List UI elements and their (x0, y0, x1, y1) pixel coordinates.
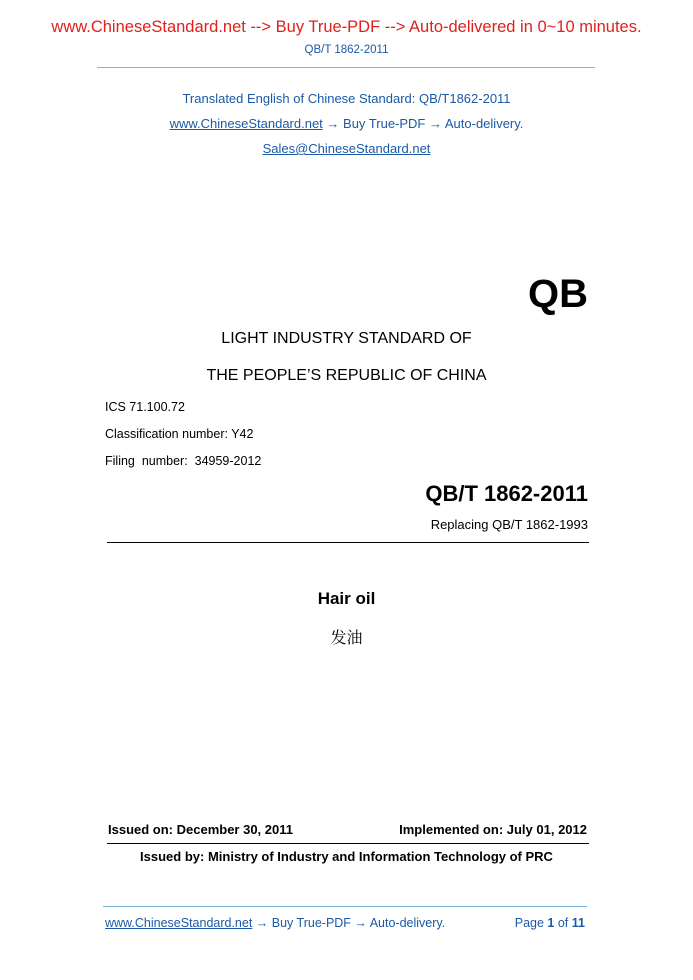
product-name-chinese: 发油 (330, 628, 363, 647)
top-banner[interactable]: www.ChineseStandard.net --> Buy True-PDF --> Auto-delivered in 0~10 minutes. (51, 18, 642, 36)
page-of: of (557, 916, 569, 930)
header-divider (97, 67, 595, 68)
product-name-english: Hair oil (317, 589, 376, 608)
header-site-line (0, 116, 693, 131)
classification-number: Classification number: Y42 (105, 427, 254, 441)
footer-divider (103, 906, 587, 907)
sales-email-line (0, 141, 693, 156)
footer-site-suffix: → Buy True-PDF → Auto-delivery. (252, 916, 446, 930)
footer-site-link[interactable]: www.ChineseStandard.net (105, 916, 253, 930)
replacing-standard: Replacing QB/T 1862-1993 (430, 517, 588, 532)
footer-site-line (105, 916, 445, 930)
sales-email-link[interactable]: Sales@ChineseStandard.net (262, 141, 431, 156)
filing-number: Filing number: 34959-2012 (105, 454, 262, 468)
standard-title-line2: THE PEOPLE’S REPUBLIC OF CHINA (206, 367, 487, 384)
issued-by: Issued by: Ministry of Industry and Information Technology of PRC (140, 849, 553, 864)
header-site-link[interactable]: www.ChineseStandard.net (169, 116, 323, 131)
title-divider (107, 542, 589, 543)
standard-number: QB/T 1862-2011 (425, 481, 588, 506)
standard-title-line1: LIGHT INDUSTRY STANDARD OF (221, 330, 472, 347)
header-site-suffix: → Buy True-PDF → Auto-delivery. (322, 116, 524, 131)
implemented-on-date: Implemented on: July 01, 2012 (399, 822, 587, 837)
page-current: 1 (547, 916, 555, 930)
qb-logo: QB (528, 272, 588, 316)
page-total: 11 (571, 916, 585, 930)
dates-divider (107, 843, 589, 844)
page-indicator (515, 916, 585, 930)
translated-line: Translated English of Chinese Standard: QB/T1862-2011 (182, 91, 511, 106)
issued-on-date: Issued on: December 30, 2011 (108, 822, 293, 837)
ics-code: ICS 71.100.72 (105, 400, 185, 414)
page-label: Page (514, 916, 544, 930)
header-doc-code: QB/T 1862-2011 (304, 44, 389, 56)
